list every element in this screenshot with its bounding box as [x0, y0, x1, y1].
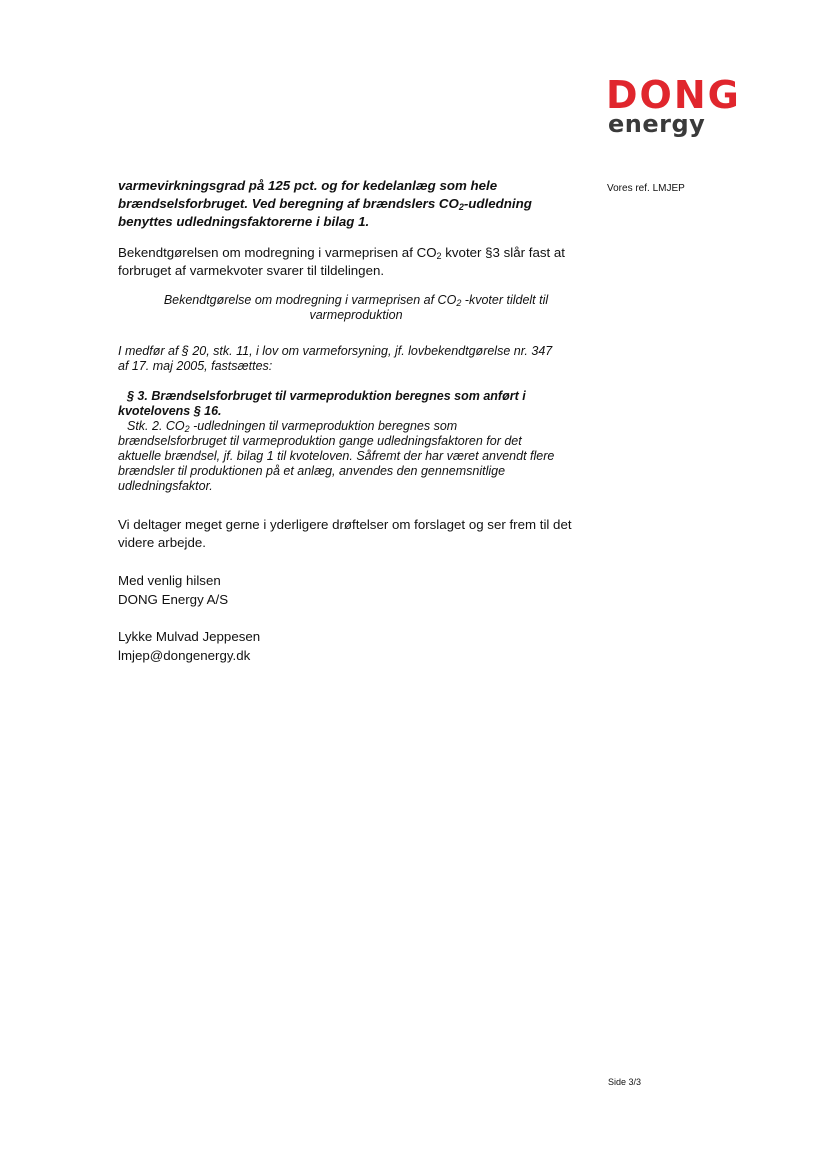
para1-line-2: forbruget af varmekvoter svarer til tildelingen. — [118, 263, 385, 278]
signoff-block — [118, 571, 228, 609]
authority-line-1: I medfør af § 20, stk. 11, i lov om varmeforsyning, jf. lovbekendtgørelse nr. 347 — [118, 344, 553, 358]
section3-line-5: udledningsfaktor. — [118, 479, 213, 493]
paragraph-bekendtgoerelse — [118, 244, 565, 280]
intro-line-1: varmevirkningsgrad på 125 pct. og for kedelanlæg som hele — [118, 178, 498, 193]
intro-line-3: benyttes udledningsfaktorerne i bilag 1. — [118, 214, 370, 229]
signature-block — [118, 627, 260, 665]
closing-paragraph — [118, 516, 572, 552]
page-number: Side 3/3 — [608, 1077, 642, 1087]
authority-paragraph — [118, 344, 552, 374]
section3-line-3: aktuelle brændsel, jf. bilag 1 til kvoteloven. Såfremt der har været anvendt flere — [118, 449, 555, 463]
para1-line-1: Bekendtgørelsen om modregning i varmeprisen af $CO_2$ kvoter §3 slår fast at — [118, 245, 565, 261]
intro-bold-paragraph — [118, 177, 532, 231]
dong-energy-logo — [606, 73, 764, 138]
greeting: Med venlig hilsen — [118, 573, 221, 588]
quote-title — [118, 293, 594, 323]
quote-title-line-2: varmeproduktion — [309, 308, 403, 322]
intro-line-2: brændselsforbruget. Ved beregning af brændslers $CO_2$-udledning — [118, 196, 532, 212]
section3-line-2: brændselsforbruget til varmeproduktion gange udledningsfaktoren for det — [118, 434, 522, 448]
section3-stk2-line-1: Stk. 2. $CO_2$ -udledningen til varmeproduktion beregnes som — [127, 419, 458, 434]
section3-heading-1: § 3. Brændselsforbruget til varmeproduktion beregnes som anført i — [127, 389, 526, 403]
closing-line-1: Vi deltager meget gerne i yderligere drøftelser om forslaget og ser frem til det — [118, 517, 572, 532]
authority-line-2: af 17. maj 2005, fastsættes: — [118, 359, 273, 373]
section-3 — [118, 389, 554, 494]
reference: Vores ref. LMJEP — [607, 183, 685, 194]
closing-line-2: videre arbejde. — [118, 535, 206, 550]
section3-heading-2: kvotelovens § 16. — [118, 404, 222, 418]
section3-line-4: brændsler til produktionen på et anlæg, anvendes den gennemsnitlige — [118, 464, 506, 478]
logo-dong-text: DONG — [606, 73, 741, 117]
logo-energy-text: energy — [608, 110, 706, 138]
signer-email: lmjep@dongenergy.dk — [118, 648, 251, 663]
quote-title-line-1: Bekendtgørelse om modregning i varmeprisen af $CO_2$ -kvoter tildelt til — [163, 293, 549, 308]
company-name: DONG Energy A/S — [118, 592, 229, 607]
signer-name: Lykke Mulvad Jeppesen — [118, 629, 261, 644]
